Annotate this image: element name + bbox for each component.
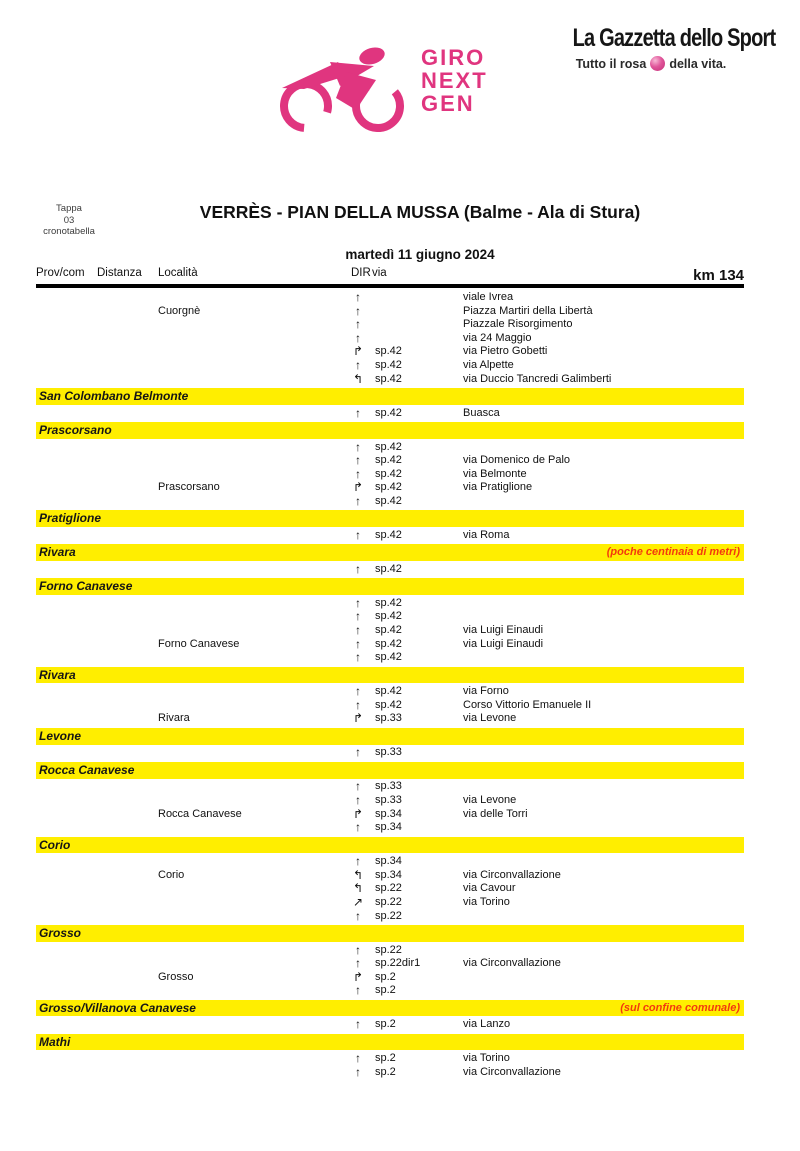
municipality-name: Rocca Canavese (39, 762, 135, 777)
route-row (36, 407, 744, 421)
street-name-cell: via Roma (463, 528, 510, 541)
road-number-cell: sp.42 (375, 528, 402, 541)
straight-arrow-icon: ↑ (355, 908, 361, 923)
street-name-cell: via Torino (463, 895, 510, 908)
street-name-cell: via delle Torri (463, 807, 528, 820)
straight-arrow-icon: ↑ (355, 697, 361, 712)
locality-cell: Grosso (158, 970, 194, 983)
municipality-name: Prascorsano (39, 422, 112, 437)
road-number-cell: sp.42 (375, 698, 402, 711)
straight-arrow-icon: ↑ (355, 609, 361, 624)
road-number-cell: sp.42 (375, 610, 402, 623)
street-name-cell: Piazza Martiri della Libertà (463, 304, 593, 317)
tagline-left: Tutto il rosa (575, 56, 647, 71)
municipality-band (36, 388, 744, 405)
road-number-cell: sp.2 (375, 1018, 396, 1031)
straight-arrow-icon: ↑ (355, 779, 361, 794)
street-name-cell: via Circonvallazione (463, 1065, 561, 1078)
municipality-band (36, 728, 744, 745)
col-header-dir: DIR (351, 267, 371, 279)
street-name-cell: via Belmonte (463, 467, 527, 480)
locality-cell: Forno Canavese (158, 637, 240, 650)
street-name-cell: via Luigi Einaudi (463, 624, 544, 637)
route-row (36, 699, 744, 713)
route-row (36, 624, 744, 638)
route-row (36, 318, 744, 332)
straight-arrow-icon: ↑ (355, 453, 361, 468)
road-number-cell: sp.42 (375, 562, 402, 575)
road-number-cell: sp.2 (375, 1052, 396, 1065)
route-row (36, 855, 744, 869)
gazzetta-tagline (553, 56, 749, 71)
straight-arrow-icon: ↑ (355, 330, 361, 345)
col-header-prov: Prov/com (36, 267, 85, 279)
street-name-cell: via Levone (463, 712, 517, 725)
road-number-cell: sp.2 (375, 984, 396, 997)
turn-right-arrow-icon: ↱ (352, 711, 364, 726)
road-number-cell: sp.42 (375, 596, 402, 609)
municipality-name: Grosso/Villanova Canavese (39, 1000, 196, 1015)
straight-arrow-icon: ↑ (355, 623, 361, 638)
route-row (36, 468, 744, 482)
road-number-cell: sp.33 (375, 780, 402, 793)
street-name-cell: via Luigi Einaudi (463, 637, 544, 650)
street-name-cell: via 24 Maggio (463, 331, 532, 344)
route-row (36, 597, 744, 611)
municipality-name: Pratiglione (39, 511, 102, 526)
municipality-note: (poche centinaia di metri) (606, 546, 740, 559)
road-number-cell: sp.2 (375, 1065, 396, 1078)
road-number-cell: sp.34 (375, 807, 402, 820)
road-number-cell: sp.42 (375, 454, 402, 467)
route-row (36, 780, 744, 794)
straight-arrow-icon: ↑ (355, 317, 361, 332)
municipality-name: Forno Canavese (39, 579, 133, 594)
road-number-cell: sp.42 (375, 406, 402, 419)
straight-arrow-icon: ↑ (355, 561, 361, 576)
route-row (36, 1052, 744, 1066)
road-number-cell: sp.22 (375, 882, 402, 895)
route-row (36, 332, 744, 346)
road-number-cell: sp.42 (375, 494, 402, 507)
locality-cell: Prascorsano (158, 481, 220, 494)
straight-arrow-icon: ↑ (355, 595, 361, 610)
municipality-band (36, 578, 744, 595)
municipality-name: Corio (39, 837, 71, 852)
route-row (36, 896, 744, 910)
road-number-cell: sp.33 (375, 746, 402, 759)
street-name-cell: via Pietro Gobetti (463, 345, 548, 358)
road-number-cell: sp.22dir1 (375, 957, 421, 970)
stage-label-line1: Tappa (56, 203, 82, 214)
route-row (36, 869, 744, 883)
street-name-cell: via Torino (463, 1052, 510, 1065)
col-header-distanza: Distanza (97, 267, 142, 279)
street-name-cell: via Duccio Tancredi Galimberti (463, 372, 612, 385)
road-number-cell: sp.42 (375, 685, 402, 698)
municipality-name: San Colombano Belmonte (39, 388, 189, 403)
municipality-band (36, 667, 744, 684)
street-name-cell: via Circonvallazione (463, 957, 561, 970)
road-number-cell: sp.34 (375, 821, 402, 834)
municipality-name: Grosso (39, 925, 82, 940)
route-row (36, 638, 744, 652)
straight-arrow-icon: ↑ (355, 650, 361, 665)
straight-arrow-icon: ↑ (355, 684, 361, 699)
road-number-cell: sp.34 (375, 855, 402, 868)
road-number-cell: sp.42 (375, 467, 402, 480)
turn-right-arrow-icon: ↱ (352, 344, 364, 359)
locality-cell: Rivara (158, 712, 190, 725)
straight-arrow-icon: ↑ (355, 527, 361, 542)
road-number-cell: sp.42 (375, 651, 402, 664)
road-number-cell: sp.42 (375, 637, 402, 650)
route-row (36, 821, 744, 835)
route-row (36, 808, 744, 822)
straight-arrow-icon: ↑ (355, 983, 361, 998)
route-row (36, 481, 744, 495)
giro-nextgen-cyclist-logo-icon (278, 36, 410, 136)
route-row (36, 910, 744, 924)
road-number-cell: sp.22 (375, 943, 402, 956)
straight-arrow-icon: ↑ (355, 636, 361, 651)
turn-left-arrow-icon: ↰ (352, 881, 364, 896)
giro-nextgen-wordmark (421, 46, 488, 115)
straight-arrow-icon: ↑ (355, 745, 361, 760)
route-row (36, 441, 744, 455)
municipality-band (36, 925, 744, 942)
street-name-cell: via Forno (463, 685, 509, 698)
road-number-cell: sp.42 (375, 358, 402, 371)
straight-arrow-icon: ↑ (355, 290, 361, 304)
turn-left-arrow-icon: ↰ (352, 371, 364, 386)
municipality-name: Rivara (39, 667, 76, 682)
road-number-cell: sp.42 (375, 481, 402, 494)
straight-arrow-icon: ↑ (355, 439, 361, 454)
straight-arrow-icon: ↑ (355, 942, 361, 957)
straight-arrow-icon: ↑ (355, 792, 361, 807)
route-row (36, 957, 744, 971)
col-header-via: via (372, 267, 387, 279)
giro-word: GIRO (421, 45, 486, 70)
municipality-band (36, 510, 744, 527)
turn-right-arrow-icon: ↱ (352, 969, 364, 984)
total-distance: km 134 (693, 267, 744, 284)
turn-right-arrow-icon: ↱ (352, 480, 364, 495)
route-row (36, 1018, 744, 1032)
header-rule (36, 284, 744, 288)
street-name-cell: via Pratiglione (463, 481, 533, 494)
route-row (36, 712, 744, 726)
municipality-name: Rivara (39, 545, 76, 560)
gazzetta-logo (553, 24, 776, 71)
street-name-cell: via Levone (463, 793, 517, 806)
route-row (36, 794, 744, 808)
road-number-cell: sp.2 (375, 970, 396, 983)
road-number-cell: sp.33 (375, 793, 402, 806)
municipality-band (36, 544, 744, 561)
municipality-note: (sul confine comunale) (620, 1001, 740, 1014)
locality-cell: Rocca Canavese (158, 807, 242, 820)
tagline-right: della vita. (669, 56, 727, 71)
municipality-name: Levone (39, 728, 82, 743)
bear-right-arrow-icon: ↗ (352, 894, 364, 909)
route-row (36, 495, 744, 509)
municipality-band (36, 762, 744, 779)
route-row (36, 359, 744, 373)
route-row (36, 305, 744, 319)
straight-arrow-icon: ↑ (355, 854, 361, 869)
road-number-cell: sp.42 (375, 440, 402, 453)
road-number-cell: sp.42 (375, 624, 402, 637)
municipality-band (36, 422, 744, 439)
straight-arrow-icon: ↑ (355, 493, 361, 508)
municipality-band (36, 837, 744, 854)
route-row (36, 944, 744, 958)
road-number-cell: sp.22 (375, 895, 402, 908)
municipality-band (36, 1000, 744, 1017)
road-number-cell: sp.42 (375, 372, 402, 385)
straight-arrow-icon: ↑ (355, 466, 361, 481)
stage-date: martedì 11 giugno 2024 (345, 247, 495, 262)
route-row (36, 882, 744, 896)
road-number-cell: sp.42 (375, 345, 402, 358)
stage-title: VERRÈS - PIAN DELLA MUSSA (Balme - Ala di Stura) (199, 202, 641, 222)
road-number-cell: sp.33 (375, 712, 402, 725)
straight-arrow-icon: ↑ (355, 405, 361, 420)
road-number-cell: sp.34 (375, 868, 402, 881)
turn-right-arrow-icon: ↱ (352, 806, 364, 821)
straight-arrow-icon: ↑ (355, 1064, 361, 1079)
street-name-cell: Piazzale Risorgimento (463, 318, 573, 331)
stage-number: 03 (63, 214, 75, 226)
locality-cell: Corio (158, 868, 185, 881)
street-name-cell: Buasca (463, 406, 500, 419)
street-name-cell: via Circonvallazione (463, 868, 561, 881)
route-row (36, 1066, 744, 1080)
gazzetta-title: La Gazzetta dello Sport (572, 24, 776, 52)
route-row (36, 373, 744, 387)
route-row (36, 746, 744, 760)
straight-arrow-icon: ↑ (355, 303, 361, 318)
street-name-cell: viale Ivrea (463, 291, 514, 303)
route-row (36, 454, 744, 468)
route-row (36, 984, 744, 998)
gen-word: GEN (421, 91, 475, 116)
next-word: NEXT (421, 68, 488, 93)
street-name-cell: Corso Vittorio Emanuele II (463, 698, 592, 711)
route-row (36, 529, 744, 543)
street-name-cell: via Domenico de Palo (463, 454, 571, 467)
municipality-name: Mathi (39, 1034, 71, 1049)
route-row (36, 610, 744, 624)
route-row (36, 563, 744, 577)
route-row (36, 685, 744, 699)
gazzetta-globe-icon (650, 56, 665, 71)
street-name-cell: via Cavour (463, 882, 516, 895)
straight-arrow-icon: ↑ (355, 1051, 361, 1066)
route-row (36, 345, 744, 359)
straight-arrow-icon: ↑ (355, 1017, 361, 1032)
straight-arrow-icon: ↑ (355, 820, 361, 835)
route-row (36, 651, 744, 665)
street-name-cell: via Lanzo (463, 1018, 511, 1031)
turn-left-arrow-icon: ↰ (352, 867, 364, 882)
straight-arrow-icon: ↑ (355, 357, 361, 372)
locality-cell: Cuorgnè (158, 304, 201, 317)
table-header (36, 267, 744, 282)
route-row (36, 291, 744, 305)
road-number-cell: sp.22 (375, 909, 402, 922)
stage-label-line3: cronotabella (43, 226, 95, 237)
straight-arrow-icon: ↑ (355, 956, 361, 971)
street-name-cell: via Alpette (463, 358, 514, 371)
route-row (36, 971, 744, 985)
col-header-localita: Località (158, 267, 198, 279)
route-table-body (36, 291, 744, 1079)
municipality-band (36, 1034, 744, 1051)
